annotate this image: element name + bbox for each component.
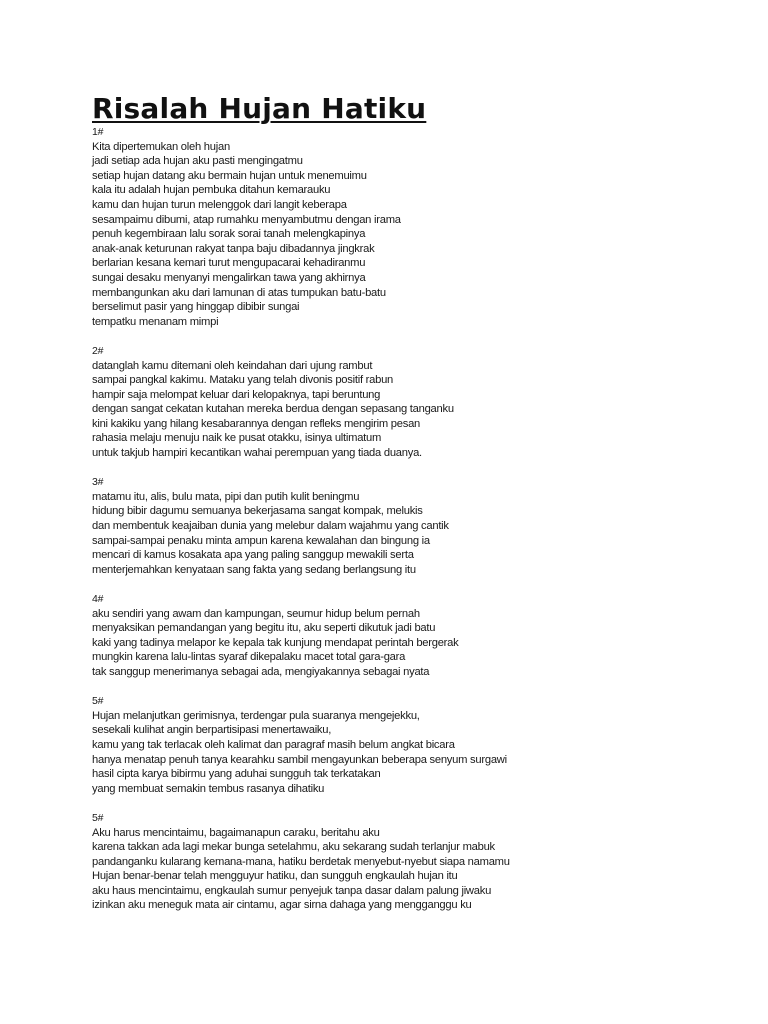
poem-line: jadi setiap ada hujan aku pasti mengingatmu (92, 155, 303, 168)
poem-line: karena takkan ada lagi mekar bunga setelahmu, aku sekarang sudah terlanjur mabuk (92, 841, 495, 854)
poem-line: tak sanggup menerimanya sebagai ada, mengiyakannya sebagai nyata (92, 665, 430, 678)
stanza-number: 2# (92, 344, 104, 357)
poem-line: mungkin karena lalu-lintas syaraf dikepalaku macet total gara-gara (92, 651, 406, 664)
poem-line: sesampaimu dibumi, atap rumahku menyambutmu dengan irama (92, 213, 401, 226)
poem-line: setiap hujan datang aku bermain hujan untuk menemuimu (92, 169, 367, 182)
poem-line: datanglah kamu ditemani oleh keindahan dari ujung rambut (92, 359, 373, 372)
stanza-number: 5# (92, 811, 104, 824)
poem-line: pandanganku kularang kemana-mana, hatiku berdetak menyebut-nyebut siapa namamu (92, 855, 510, 868)
poem-line: dengan sangat cekatan kutahan mereka berdua dengan sepasang tanganku (92, 403, 454, 416)
stanza-number: 4# (92, 593, 104, 605)
poem-line: hasil cipta karya bibirmu yang aduhai sungguh tak terkatakan (92, 768, 381, 781)
poem-line: Kita dipertemukan oleh hujan (92, 140, 230, 153)
stanza (92, 125, 532, 329)
document-title: Risalah Hujan Hatiku (92, 92, 427, 125)
stanza (92, 694, 532, 796)
poem-line: penuh kegembiraan lalu sorak sorai tanah melengkapinya (92, 228, 366, 241)
poem-line: berselimut pasir yang hinggap dibibir sungai (92, 301, 300, 314)
stanza (92, 475, 532, 577)
poem-line: menterjemahkan kenyataan sang fakta yang sedang berlangsung itu (92, 563, 416, 576)
poem-line: tempatku menanam mimpi (92, 315, 219, 328)
stanza-number: 1# (92, 126, 104, 138)
poem-line: kamu yang tak terlacak oleh kalimat dan paragraf masih belum angkat bicara (92, 738, 455, 751)
poem-line: matamu itu, alis, bulu mata, pipi dan putih kulit beningmu (92, 490, 360, 503)
poem-line: aku haus mencintaimu, engkaulah sumur penyejuk tanpa dasar dalam palung jiwaku (92, 884, 492, 897)
poem-line: kala itu adalah hujan pembuka ditahun kemarauku (92, 184, 331, 197)
poem-line: kamu dan hujan turun melenggok dari langit keberapa (92, 198, 347, 211)
poem-line: anak-anak keturunan rakyat tanpa baju dibadannya jingkrak (92, 242, 375, 255)
poem-line: rahasia melaju menuju naik ke pusat otakku, isinya ultimatum (92, 432, 382, 445)
poem-line: Aku harus mencintaimu, bagaimanapun caraku, beritahu aku (92, 826, 380, 839)
poem-line: kini kakiku yang hilang kesabarannya dengan refleks mengirim pesan (92, 417, 421, 430)
poem-line: kaki yang tadinya melapor ke kepala tak kunjung mendapat perintah bergerak (92, 636, 459, 649)
poem-line: izinkan aku meneguk mata air cintamu, agar sirna dahaga yang mengganggu ku (92, 899, 472, 912)
stanza (92, 344, 532, 461)
poem-line: yang membuat semakin tembus rasanya dihatiku (92, 782, 325, 795)
poem-line: mencari di kamus kosakata apa yang paling sanggup mewakili serta (92, 549, 414, 562)
poem-line: Hujan melanjutkan gerimisnya, terdengar pula suaranya mengejekku, (92, 709, 420, 722)
stanza (92, 811, 532, 913)
poem-line: sampai-sampai penaku minta ampun karena kewalahan dan bingung ia (92, 534, 430, 547)
poem-line: sampai pangkal kakimu. Mataku yang telah divonis positif rabun (92, 374, 394, 387)
poem-body (92, 125, 532, 913)
stanza-number: 5# (92, 695, 104, 708)
poem-line: untuk takjub hampiri kecantikan wahai perempuan yang tiada duanya. (92, 447, 422, 460)
stanza-number: 3# (92, 476, 104, 489)
poem-line: dan membentuk keajaiban dunia yang melebur dalam wajahmu yang cantik (92, 520, 449, 533)
poem-line: hanya menatap penuh tanya kearahku sambil mengayunkan beberapa senyum surgawi (92, 753, 507, 766)
document-page (92, 94, 532, 913)
poem-line: Hujan benar-benar telah mengguyur hatiku, dan sungguh engkaulah hujan itu (92, 870, 458, 883)
poem-line: berlarian kesana kemari turut mengupacarai kehadiranmu (92, 257, 366, 270)
poem-line: membangunkan aku dari lamunan di atas tumpukan batu-batu (92, 286, 386, 299)
poem-line: aku sendiri yang awam dan kampungan, seumur hidup belum pernah (92, 607, 420, 620)
poem-line: hidung bibir dagumu semuanya bekerjasama sangat kompak, melukis (92, 505, 423, 518)
poem-line: sungai desaku menyanyi mengalirkan tawa yang akhirnya (92, 271, 366, 284)
poem-line: menyaksikan pemandangan yang begitu itu, aku seperti dikutuk jadi batu (92, 622, 436, 635)
stanza (92, 592, 532, 680)
poem-line: sesekali kulihat angin berpartisipasi menertawaiku, (92, 724, 332, 737)
poem-line: hampir saja melompat keluar dari kelopaknya, tapi beruntung (92, 388, 381, 401)
